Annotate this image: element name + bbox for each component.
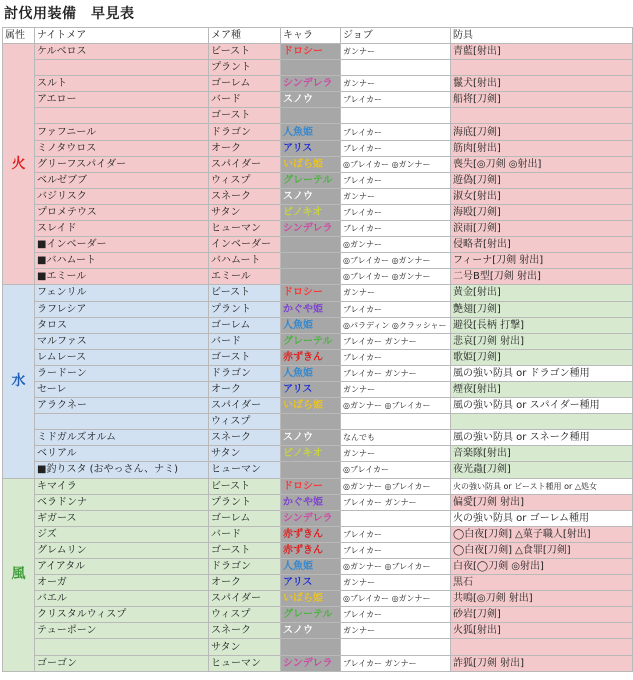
mare-type: ヒューマン	[209, 221, 281, 237]
mare-type: ドラゴン	[209, 124, 281, 140]
mare-type: ウィスプ	[209, 172, 281, 188]
mare-type: プラント	[209, 494, 281, 510]
mare-type: スパイダー	[209, 591, 281, 607]
nightmare-name: ■エミール	[35, 269, 209, 285]
armor-name: 喪失[◎刀剣 ◎射出]	[451, 156, 633, 172]
job-name: ブレイカー	[341, 172, 451, 188]
table-row	[3, 478, 633, 494]
job-name: ブレイカー ガンナー	[341, 655, 451, 671]
job-name: ◎パラディン ◎クラッシャー	[341, 317, 451, 333]
table-row	[3, 204, 633, 220]
mare-type: ビースト	[209, 285, 281, 301]
chara-name: シンデレラ	[281, 510, 341, 526]
job-name	[341, 108, 451, 124]
armor-name: 火狐[射出]	[451, 623, 633, 639]
job-name	[341, 639, 451, 655]
chara-name: 赤ずきん	[281, 542, 341, 558]
nightmare-name: ミノタウロス	[35, 140, 209, 156]
header-job: ジョブ	[341, 28, 451, 44]
table-row	[3, 156, 633, 172]
job-name	[341, 414, 451, 430]
header-nightmare: ナイトメア	[35, 28, 209, 44]
nightmare-name: アラクネー	[35, 398, 209, 414]
table-row	[3, 446, 633, 462]
chara-name: ドロシー	[281, 478, 341, 494]
nightmare-name: ジズ	[35, 526, 209, 542]
table-row	[3, 542, 633, 558]
armor-name: 鬣犬[射出]	[451, 76, 633, 92]
chara-name: 人魚姫	[281, 559, 341, 575]
header-row	[3, 28, 633, 44]
table-row	[3, 108, 633, 124]
mare-type: インベーダー	[209, 237, 281, 253]
job-name: ◎ガンナー	[341, 237, 451, 253]
mare-type: プラント	[209, 301, 281, 317]
armor-name: 風の強い防具 or スパイダー種用	[451, 398, 633, 414]
chara-name: シンデレラ	[281, 221, 341, 237]
armor-name: 風の強い防具 or スネーク種用	[451, 430, 633, 446]
nightmare-name: グリーフスパイダー	[35, 156, 209, 172]
nightmare-name: ■釣りスタ (おやっさん、ナミ)	[35, 462, 209, 478]
table-row	[3, 381, 633, 397]
chara-name: ピノキオ	[281, 446, 341, 462]
job-name: ◎ブレイカー	[341, 462, 451, 478]
table-row	[3, 398, 633, 414]
job-name: ブレイカー	[341, 221, 451, 237]
mare-type: ビースト	[209, 44, 281, 60]
mare-type: スネーク	[209, 623, 281, 639]
chara-name: グレーテル	[281, 333, 341, 349]
chara-name: かぐや姫	[281, 494, 341, 510]
table-row	[3, 285, 633, 301]
nightmare-name: フェンリル	[35, 285, 209, 301]
job-name: ◎ブレイカー ◎ガンナー	[341, 269, 451, 285]
chara-name: スノウ	[281, 623, 341, 639]
job-name: ブレイカー	[341, 542, 451, 558]
job-name: ブレイカー	[341, 92, 451, 108]
nightmare-name: ゴーゴン	[35, 655, 209, 671]
nightmare-name: バジリスク	[35, 188, 209, 204]
chara-name: ドロシー	[281, 285, 341, 301]
chara-name: アリス	[281, 381, 341, 397]
table-row	[3, 414, 633, 430]
nightmare-name: アイアタル	[35, 559, 209, 575]
nightmare-name: ミドガルズオルム	[35, 430, 209, 446]
nightmare-name: ベラドンナ	[35, 494, 209, 510]
job-name: ブレイカー	[341, 301, 451, 317]
equipment-table	[2, 27, 633, 672]
job-name: ガンナー	[341, 381, 451, 397]
armor-name: 艶翅[刀剣]	[451, 301, 633, 317]
job-name: ◎ブレイカー ◎ガンナー	[341, 156, 451, 172]
mare-type: スパイダー	[209, 156, 281, 172]
table-row	[3, 462, 633, 478]
job-name: ◎ガンナー ◎ブレイカー	[341, 398, 451, 414]
nightmare-name: タロス	[35, 317, 209, 333]
mare-type: ヒューマン	[209, 655, 281, 671]
nightmare-name	[35, 108, 209, 124]
mare-type: スネーク	[209, 188, 281, 204]
nightmare-name: クリスタルウィスプ	[35, 607, 209, 623]
armor-name: 海殴[刀剣]	[451, 204, 633, 220]
chara-name: 人魚姫	[281, 317, 341, 333]
armor-name: 筋肉[射出]	[451, 140, 633, 156]
mare-type: ゴースト	[209, 349, 281, 365]
armor-name: 遊偽[刀剣]	[451, 172, 633, 188]
nightmare-name: アエロー	[35, 92, 209, 108]
nightmare-name: ■バハムート	[35, 253, 209, 269]
chara-name	[281, 108, 341, 124]
mare-type: バード	[209, 92, 281, 108]
armor-name: 侵略者[射出]	[451, 237, 633, 253]
chara-name: いばら姫	[281, 156, 341, 172]
mare-type: ビースト	[209, 478, 281, 494]
armor-name	[451, 60, 633, 76]
mare-type: ウィスプ	[209, 414, 281, 430]
armor-name: 火の強い防具 or ゴーレム種用	[451, 510, 633, 526]
table-row	[3, 333, 633, 349]
armor-name: 淑女[射出]	[451, 188, 633, 204]
nightmare-name: バエル	[35, 591, 209, 607]
chara-name: いばら姫	[281, 398, 341, 414]
mare-type: ゴースト	[209, 108, 281, 124]
job-name: ◎ガンナー ◎ブレイカー	[341, 478, 451, 494]
nightmare-name: マルファス	[35, 333, 209, 349]
table-row	[3, 494, 633, 510]
nightmare-name: ファフニール	[35, 124, 209, 140]
chara-name	[281, 269, 341, 285]
job-name: ガンナー	[341, 446, 451, 462]
job-name: なんでも	[341, 430, 451, 446]
nightmare-name	[35, 639, 209, 655]
chara-name: 人魚姫	[281, 365, 341, 381]
nightmare-name: ベリアル	[35, 446, 209, 462]
chara-name: 人魚姫	[281, 124, 341, 140]
nightmare-name: レムレース	[35, 349, 209, 365]
mare-type: ドラゴン	[209, 365, 281, 381]
mare-type: バード	[209, 526, 281, 542]
table-row	[3, 124, 633, 140]
job-name: ブレイカー ガンナー	[341, 333, 451, 349]
nightmare-name: プロメテウス	[35, 204, 209, 220]
job-name	[341, 60, 451, 76]
table-row	[3, 44, 633, 60]
table-row	[3, 301, 633, 317]
armor-name: 二号B型[刀剣 射出]	[451, 269, 633, 285]
table-row	[3, 349, 633, 365]
mare-type: バード	[209, 333, 281, 349]
table-row	[3, 269, 633, 285]
mare-type: エミール	[209, 269, 281, 285]
mare-type: ゴーレム	[209, 76, 281, 92]
table-row	[3, 221, 633, 237]
mare-type: オーク	[209, 140, 281, 156]
table-row	[3, 575, 633, 591]
table-row	[3, 172, 633, 188]
mare-type: サタン	[209, 204, 281, 220]
armor-name	[451, 639, 633, 655]
table-row	[3, 92, 633, 108]
armor-name: ◯白夜[刀剣] △菓子職人[射出]	[451, 526, 633, 542]
chara-name: アリス	[281, 575, 341, 591]
armor-name: 白夜[◯刀剣 ◎射出]	[451, 559, 633, 575]
job-name: ブレイカー	[341, 140, 451, 156]
armor-name: 火の強い防具 or ビースト種用 or △処女	[451, 478, 633, 494]
nightmare-name: ラフレシア	[35, 301, 209, 317]
chara-name: ピノキオ	[281, 204, 341, 220]
chara-name	[281, 60, 341, 76]
table-row	[3, 607, 633, 623]
job-name: ブレイカー	[341, 526, 451, 542]
job-name: ブレイカー	[341, 349, 451, 365]
header-chara: キャラ	[281, 28, 341, 44]
table-row	[3, 639, 633, 655]
job-name: ブレイカー	[341, 607, 451, 623]
nightmare-name: オーガ	[35, 575, 209, 591]
nightmare-name: スルト	[35, 76, 209, 92]
table-row	[3, 76, 633, 92]
mare-type: ゴーレム	[209, 510, 281, 526]
chara-name	[281, 253, 341, 269]
job-name: ◎ガンナー ◎ブレイカー	[341, 559, 451, 575]
armor-name: 音楽隊[射出]	[451, 446, 633, 462]
job-name: ガンナー	[341, 285, 451, 301]
armor-name: 避役[長柄 打撃]	[451, 317, 633, 333]
chara-name: スノウ	[281, 92, 341, 108]
job-name: ガンナー	[341, 188, 451, 204]
table-row	[3, 60, 633, 76]
chara-name	[281, 639, 341, 655]
job-name: ◎ブレイカー ◎ガンナー	[341, 591, 451, 607]
table-body	[3, 44, 633, 672]
table-row	[3, 623, 633, 639]
nightmare-name: ベルゼブブ	[35, 172, 209, 188]
job-name: ブレイカー ガンナー	[341, 365, 451, 381]
armor-name: 黄金[射出]	[451, 285, 633, 301]
table-row	[3, 559, 633, 575]
table-row	[3, 655, 633, 671]
armor-name: 悲哀[刀剣 射出]	[451, 333, 633, 349]
armor-name: 海底[刀剣]	[451, 124, 633, 140]
nightmare-name	[35, 60, 209, 76]
mare-type: ウィスプ	[209, 607, 281, 623]
mare-type: オーク	[209, 575, 281, 591]
job-name: ブレイカー ガンナー	[341, 494, 451, 510]
mare-type: バハムート	[209, 253, 281, 269]
chara-name: 赤ずきん	[281, 349, 341, 365]
nightmare-name: テューポーン	[35, 623, 209, 639]
table-row	[3, 365, 633, 381]
chara-name: グレーテル	[281, 172, 341, 188]
armor-name: 煙夜[射出]	[451, 381, 633, 397]
armor-name	[451, 414, 633, 430]
chara-name: スノウ	[281, 188, 341, 204]
chara-name: 赤ずきん	[281, 526, 341, 542]
mare-type: ゴーレム	[209, 317, 281, 333]
job-name: ガンナー	[341, 623, 451, 639]
table-row	[3, 237, 633, 253]
chara-name	[281, 237, 341, 253]
mare-type: ヒューマン	[209, 462, 281, 478]
element-label: 風	[3, 478, 35, 671]
armor-name: 砂岩[刀剣]	[451, 607, 633, 623]
job-name: ガンナー	[341, 44, 451, 60]
mare-type: プラント	[209, 60, 281, 76]
armor-name: 涙雨[刀剣]	[451, 221, 633, 237]
nightmare-name: ケルベロス	[35, 44, 209, 60]
table-row	[3, 140, 633, 156]
armor-name: 偏愛[刀剣 射出]	[451, 494, 633, 510]
job-name: ガンナー	[341, 575, 451, 591]
chara-name: スノウ	[281, 430, 341, 446]
table-row	[3, 188, 633, 204]
chara-name: いばら姫	[281, 591, 341, 607]
job-name: ブレイカー	[341, 124, 451, 140]
table-row	[3, 253, 633, 269]
mare-type: ゴースト	[209, 542, 281, 558]
nightmare-name: セーレ	[35, 381, 209, 397]
mare-type: サタン	[209, 446, 281, 462]
table-row	[3, 430, 633, 446]
armor-name: 歌姫[刀剣]	[451, 349, 633, 365]
armor-name: 青藍[射出]	[451, 44, 633, 60]
armor-name: フィーナ[刀剣 射出]	[451, 253, 633, 269]
armor-name: 夜光蟲[刀剣]	[451, 462, 633, 478]
armor-name: 風の強い防具 or ドラゴン種用	[451, 365, 633, 381]
mare-type: オーク	[209, 381, 281, 397]
chara-name	[281, 414, 341, 430]
header-mare-type: メア種	[209, 28, 281, 44]
armor-name: 共鳴[◎刀剣 射出]	[451, 591, 633, 607]
nightmare-name: ■インベーダー	[35, 237, 209, 253]
job-name	[341, 510, 451, 526]
armor-name: 詐狐[刀剣 射出]	[451, 655, 633, 671]
armor-name	[451, 108, 633, 124]
table-row	[3, 591, 633, 607]
armor-name: 船将[刀剣]	[451, 92, 633, 108]
chara-name: かぐや姫	[281, 301, 341, 317]
nightmare-name: ギガース	[35, 510, 209, 526]
nightmare-name	[35, 414, 209, 430]
nightmare-name: キマイラ	[35, 478, 209, 494]
mare-type: スネーク	[209, 430, 281, 446]
chara-name: シンデレラ	[281, 76, 341, 92]
table-row	[3, 526, 633, 542]
header-element: 属性	[3, 28, 35, 44]
table-row	[3, 510, 633, 526]
chara-name	[281, 462, 341, 478]
element-label: 水	[3, 285, 35, 478]
armor-name: ◯白夜[刀剣] △食罪[刀剣]	[451, 542, 633, 558]
table-row	[3, 317, 633, 333]
chara-name: ドロシー	[281, 44, 341, 60]
page-title: 討伐用装備 早見表	[4, 6, 135, 22]
nightmare-name: グレムリン	[35, 542, 209, 558]
chara-name: グレーテル	[281, 607, 341, 623]
job-name: ガンナー	[341, 76, 451, 92]
armor-name: 黒石	[451, 575, 633, 591]
nightmare-name: スレイド	[35, 221, 209, 237]
chara-name: アリス	[281, 140, 341, 156]
element-label: 火	[3, 44, 35, 285]
nightmare-name: ラードーン	[35, 365, 209, 381]
mare-type: スパイダー	[209, 398, 281, 414]
job-name: ブレイカー	[341, 204, 451, 220]
mare-type: サタン	[209, 639, 281, 655]
header-armor: 防具	[451, 28, 633, 44]
chara-name: シンデレラ	[281, 655, 341, 671]
mare-type: ドラゴン	[209, 559, 281, 575]
job-name: ◎ブレイカー ◎ガンナー	[341, 253, 451, 269]
